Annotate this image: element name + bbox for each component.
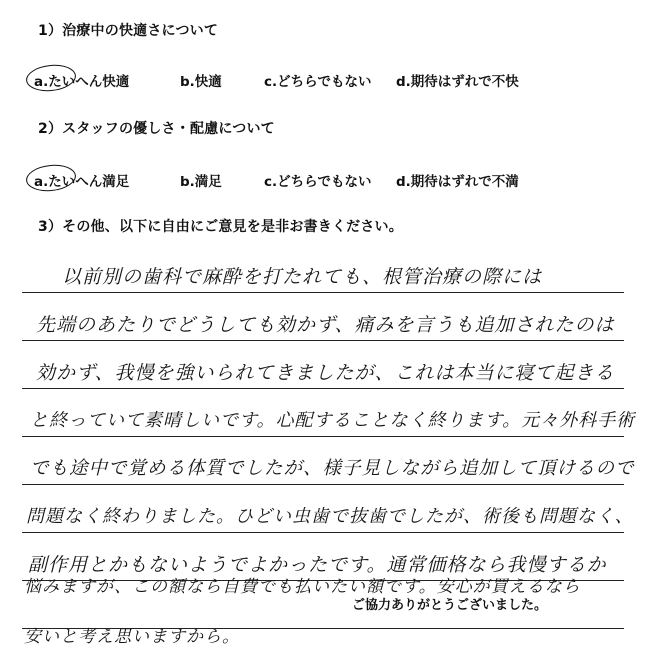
comment-line: 安いと考え思いますから。 [24,627,240,647]
ruled-line [22,340,624,341]
closing-message: ご協力ありがとうございました。 [352,598,548,613]
q1-option-d: d.期待はずれで不快 [396,74,519,90]
comment-line: でも途中で覚める体質でしたが、様子見しながら追加して頂けるので [30,458,635,479]
ruled-line [22,532,624,533]
q2-option-d: d.期待はずれで不満 [396,174,519,190]
q1-option-b: b.快適 [180,74,222,90]
question-3-title: 3）その他、以下に自由にご意見を是非お書きください。 [38,219,403,235]
ruled-line [22,436,624,437]
comment-line: 悩みますが、この額なら自費でも払いたい額です。安心が買えるなら [24,577,581,597]
comment-line: 副作用とかもないようでよかったです。通常価格なら我慢するか [28,554,607,576]
q1-option-a: a.たいへん快適 [34,74,130,90]
comment-line: 先端のあたりでどうしても効かず、痛みを言うも追加されたのは [36,314,615,336]
ruled-line [22,292,624,293]
comment-line: 問題なく終わりました。ひどい虫歯で抜歯でしたが、術後も問題なく、 [26,506,634,527]
question-2-title: 2）スタッフの優しさ・配慮について [38,121,275,137]
q2-option-a: a.たいへん満足 [34,174,130,190]
ruled-line [22,388,624,389]
comment-line: 効かず、我慢を強いられてきましたが、これは本当に寝て起きる [36,362,615,384]
q2-option-b: b.満足 [180,174,222,190]
question-1-title: 1）治療中の快適さについて [38,23,219,39]
q1-option-c: c.どちらでもない [264,74,372,90]
comment-line: と終っていて素晴しいです。心配することなく終ります。元々外科手術 [30,410,636,431]
ruled-line [22,484,624,485]
q2-option-c: c.どちらでもない [264,174,372,190]
comment-line: 以前別の歯科で麻酔を打たれても、根管治療の際には [62,266,543,288]
